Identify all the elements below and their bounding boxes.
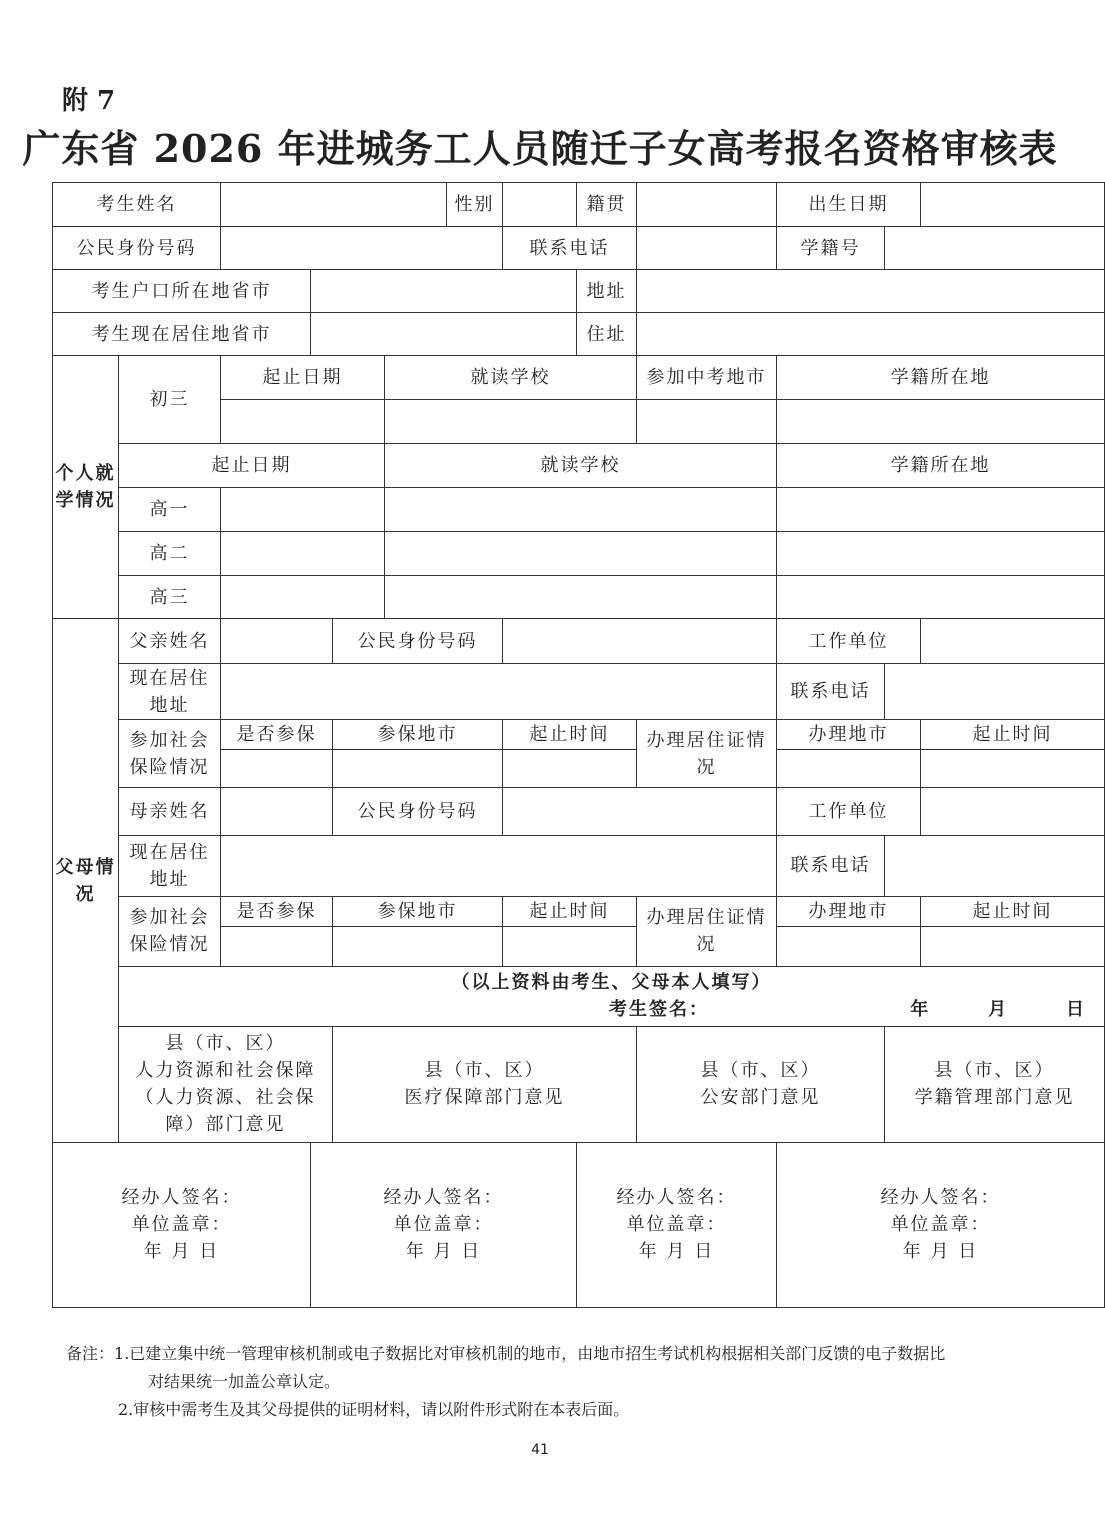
field-father-permit-city[interactable] [777, 750, 921, 788]
remark-1-cont: 对结果统一加盖公章认定。 [148, 1372, 341, 1391]
field-mother-permit-city[interactable] [777, 926, 921, 966]
annex-label: 附 7 [62, 86, 116, 116]
header-mother-insured-city: 参保地市 [333, 896, 503, 926]
field-registry-g12[interactable] [777, 576, 1105, 619]
field-registry-g9[interactable] [777, 400, 1105, 444]
header-father-permit-city: 办理地市 [777, 720, 921, 750]
dept-medical-name: 医疗保障部门意见 [404, 1087, 565, 1109]
dept-police [637, 1026, 885, 1142]
field-mother-work[interactable] [921, 788, 1105, 836]
label-id: 公民身份号码 [53, 227, 221, 270]
label-father-name: 父亲姓名 [119, 619, 221, 664]
field-phone[interactable] [637, 227, 777, 270]
handler-sign-label: 经办人签名： [616, 1187, 737, 1209]
label-mother-name: 母亲姓名 [119, 788, 221, 836]
field-registry-g11[interactable] [777, 532, 1105, 576]
field-mother-insured-time[interactable] [503, 926, 637, 966]
field-hukou[interactable] [311, 270, 577, 313]
dept-registry [885, 1026, 1105, 1142]
header-zhongkao-city: 参加中考地市 [637, 356, 777, 400]
page-number: 41 [531, 1442, 549, 1458]
field-mother-address[interactable] [221, 836, 777, 896]
field-gender[interactable] [503, 183, 577, 227]
field-registry-g10[interactable] [777, 488, 1105, 532]
label-mother-phone: 联系电话 [777, 836, 885, 896]
field-period-g11[interactable] [221, 532, 385, 576]
field-address[interactable] [637, 270, 1105, 313]
handler-sign-label: 经办人签名： [121, 1187, 242, 1209]
label-mother-id: 公民身份号码 [333, 788, 503, 836]
field-id[interactable] [221, 227, 503, 270]
header-period-hs: 起止日期 [119, 444, 385, 488]
field-residence[interactable] [311, 313, 577, 356]
sign-date: 年 月 日 [902, 1241, 979, 1263]
label-father-phone: 联系电话 [777, 664, 885, 720]
label-grade12: 高三 [119, 576, 221, 619]
label-birth: 出生日期 [777, 183, 921, 227]
header-registry-g9: 学籍所在地 [777, 356, 1105, 400]
field-origin[interactable] [637, 183, 777, 227]
field-student-no[interactable] [885, 227, 1105, 270]
remark-label: 备注： [66, 1344, 115, 1363]
date-month: 月 [988, 999, 1009, 1021]
field-mother-insured-city[interactable] [333, 926, 503, 966]
field-father-name[interactable] [221, 619, 333, 664]
header-registry-hs: 学籍所在地 [777, 444, 1105, 488]
field-school-g10[interactable] [385, 488, 777, 532]
label-residence: 考生现在居住地省市 [53, 313, 311, 356]
unit-seal-label: 单位盖章： [890, 1214, 991, 1236]
label-mother-permit: 办理居住证情况 [637, 896, 777, 966]
label-grade10: 高一 [119, 488, 221, 532]
label-name: 考生姓名 [53, 183, 221, 227]
field-father-permit-time[interactable] [921, 750, 1105, 788]
date-day: 日 [1066, 999, 1086, 1021]
field-father-insured-city[interactable] [333, 750, 503, 788]
remark-1 [66, 1340, 1066, 1368]
field-father-address[interactable] [221, 664, 777, 720]
candidate-sign-line [119, 996, 1104, 1023]
header-period-g9: 起止日期 [221, 356, 385, 400]
field-mother-insured[interactable] [221, 926, 333, 966]
dept-hr [119, 1026, 333, 1142]
dept-medical [333, 1026, 637, 1142]
label-father-insurance: 参加社会保险情况 [119, 720, 221, 788]
header-mother-insured-time: 起止时间 [503, 896, 637, 926]
field-mother-permit-time[interactable] [921, 926, 1105, 966]
form-title: 广东省 2026 年进城务工人员随迁子女高考报名资格审核表 [22, 126, 1058, 171]
field-father-insured[interactable] [221, 750, 333, 788]
candidate-sign-date [910, 996, 1086, 1023]
label-mother-insurance: 参加社会保险情况 [119, 896, 221, 966]
label-father-permit: 办理居住证情况 [637, 720, 777, 788]
dept-hr-name: 人力资源和社会保障（人力资源、社会保障）部门意见 [135, 1060, 316, 1136]
field-name[interactable] [221, 183, 447, 227]
sign-date: 年 月 日 [143, 1241, 220, 1263]
sign-date: 年 月 日 [638, 1241, 715, 1263]
field-school-g11[interactable] [385, 532, 777, 576]
unit-seal-label: 单位盖章： [626, 1214, 727, 1236]
label-grade9: 初三 [119, 356, 221, 444]
label-mother-address: 现在居住地址 [119, 836, 221, 896]
field-mother-id[interactable] [503, 788, 777, 836]
label-father-id: 公民身份号码 [333, 619, 503, 664]
sign-date: 年 月 日 [405, 1241, 482, 1263]
header-mother-insured: 是否参保 [221, 896, 333, 926]
dept-registry-name: 学籍管理部门意见 [914, 1087, 1075, 1109]
header-school-hs: 就读学校 [385, 444, 777, 488]
header-father-insured: 是否参保 [221, 720, 333, 750]
dept-registry-county: 县（市、区） [934, 1060, 1055, 1082]
field-zhongkao-city[interactable] [637, 400, 777, 444]
remark-2: 2.审核中需考生及其父母提供的证明材料，请以附件形式附在本表后面。 [118, 1400, 630, 1419]
fill-note: （以上资料由考生、父母本人填写） [451, 972, 772, 994]
label-father-address: 现在居住地址 [119, 664, 221, 720]
header-mother-permit-city: 办理地市 [777, 896, 921, 926]
label-phone: 联系电话 [503, 227, 637, 270]
field-mother-name[interactable] [221, 788, 333, 836]
section-study: 个人就学情况 [53, 356, 119, 619]
review-form-table [52, 182, 1105, 1308]
field-mother-phone[interactable] [885, 836, 1105, 896]
dept-medical-county: 县（市、区） [424, 1060, 545, 1082]
handler-sign-label: 经办人签名： [383, 1187, 504, 1209]
field-father-phone[interactable] [885, 664, 1105, 720]
label-gender: 性别 [447, 183, 503, 227]
sign-block-police[interactable] [577, 1142, 777, 1307]
label-origin: 籍贯 [577, 183, 637, 227]
dept-police-name: 公安部门意见 [700, 1087, 821, 1109]
header-father-permit-time: 起止时间 [921, 720, 1105, 750]
handler-sign-label: 经办人签名： [880, 1187, 1001, 1209]
candidate-sign-label: 考生签名： [609, 999, 709, 1021]
label-student-no: 学籍号 [777, 227, 885, 270]
label-dwelling: 住址 [577, 313, 637, 356]
section-parents: 父母情况 [53, 619, 119, 1142]
remarks [66, 1340, 1066, 1424]
field-period-g10[interactable] [221, 488, 385, 532]
label-address: 地址 [577, 270, 637, 313]
field-school-g12[interactable] [385, 576, 777, 619]
label-grade11: 高二 [119, 532, 221, 576]
dept-police-county: 县（市、区） [700, 1060, 821, 1082]
label-father-work: 工作单位 [777, 619, 921, 664]
header-mother-permit-time: 起止时间 [921, 896, 1105, 926]
date-year: 年 [910, 999, 931, 1021]
field-father-insured-time[interactable] [503, 750, 637, 788]
label-hukou: 考生户口所在地省市 [53, 270, 311, 313]
field-period-g12[interactable] [221, 576, 385, 619]
header-school-g9: 就读学校 [385, 356, 637, 400]
header-father-insured-city: 参保地市 [333, 720, 503, 750]
sign-block-hr[interactable] [53, 1142, 311, 1307]
remark-1-text: 1.已建立集中统一管理审核机制或电子数据比对审核机制的地市，由地市招生考试机构根据相关部门反馈的电子数据比 [114, 1344, 946, 1363]
unit-seal-label: 单位盖章： [393, 1214, 494, 1236]
field-father-work[interactable] [921, 619, 1105, 664]
label-mother-work: 工作单位 [777, 788, 921, 836]
field-school-g9[interactable] [385, 400, 637, 444]
field-period-g9[interactable] [221, 400, 385, 444]
field-father-id[interactable] [503, 619, 777, 664]
unit-seal-label: 单位盖章： [131, 1214, 232, 1236]
dept-hr-county: 县（市、区） [165, 1033, 286, 1055]
fill-note-row [119, 966, 1105, 1026]
header-father-insured-time: 起止时间 [503, 720, 637, 750]
field-birth[interactable] [921, 183, 1105, 227]
sign-block-registry[interactable] [777, 1142, 1105, 1307]
sign-block-medical[interactable] [311, 1142, 577, 1307]
field-dwelling[interactable] [637, 313, 1105, 356]
